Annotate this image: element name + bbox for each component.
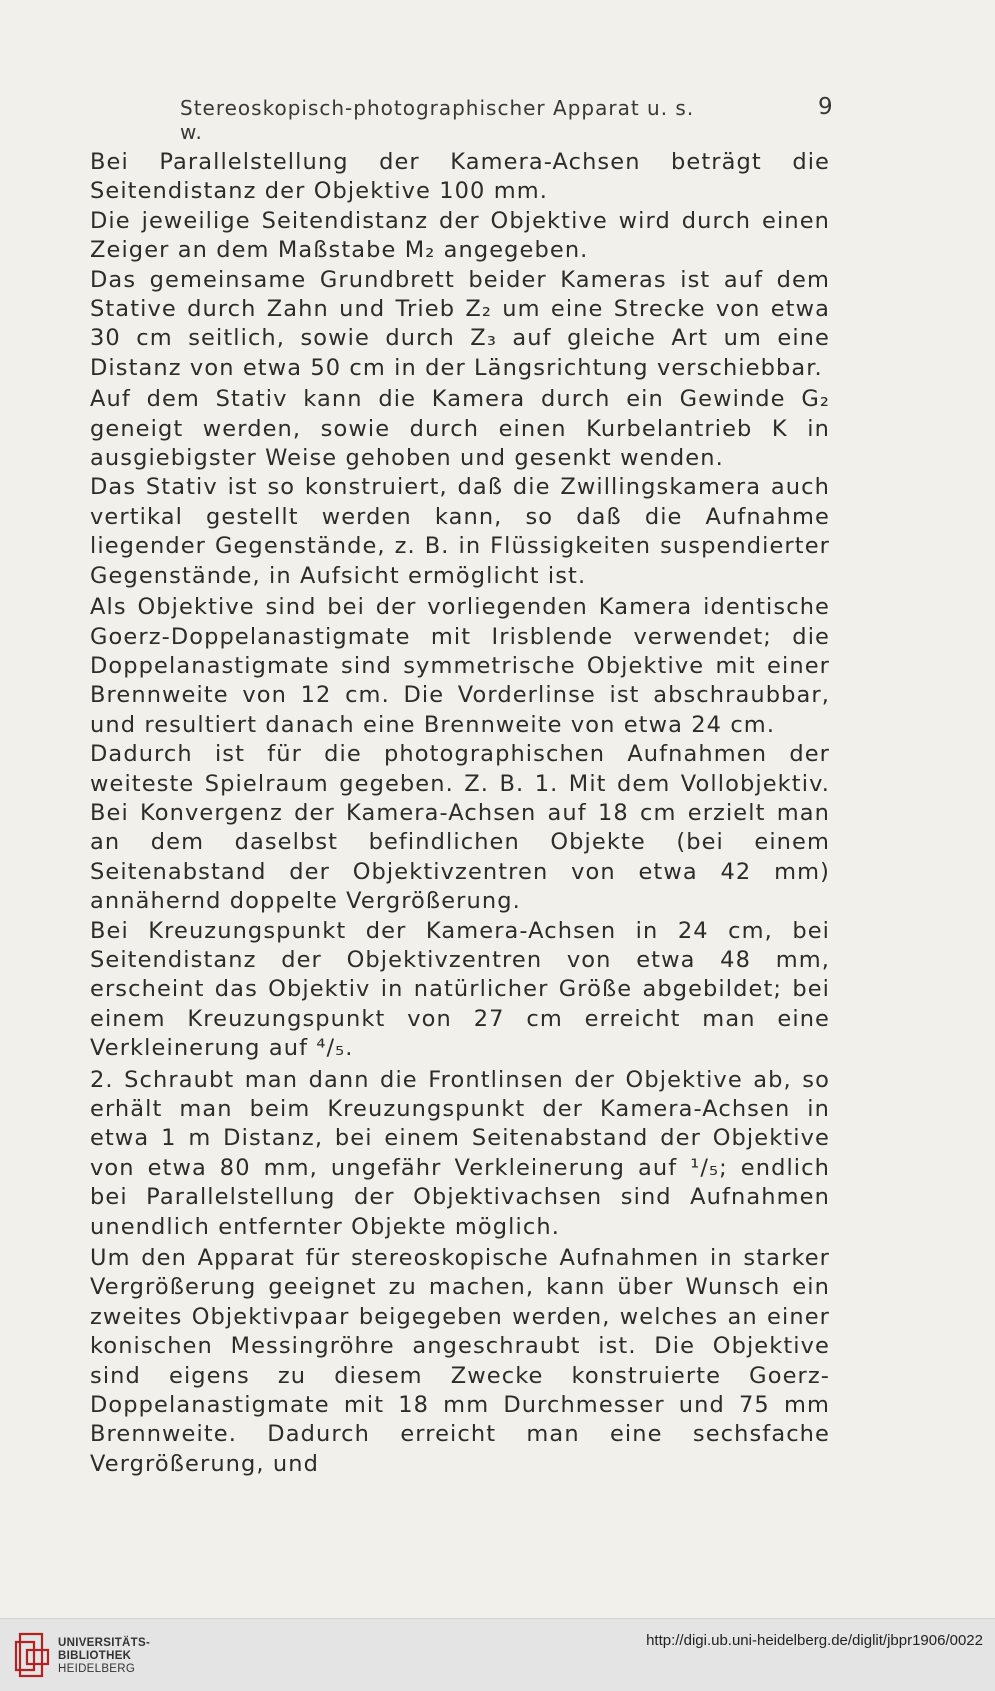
paragraph: Um den Apparat für stereoskopische Aufnahmen in starker Vergrößerung geeignet zu machen, kann über Wunsch ein zweites Objektivpaar beigegeben werden, welches an einer konischen Messingröhre angeschraubt ist. Die Objektive sind eigens zu diesem Zwecke konstruierte Goerz-Doppelanastigmate mit 18 mm Durchmesser und 75 mm Brennweite. Dadurch erreicht man eine sechsfache Vergrößerung, und — [90, 1245, 830, 1477]
library-footer — [0, 1618, 995, 1691]
body-text — [90, 148, 830, 1479]
institution-name — [58, 1637, 150, 1676]
paragraph: Bei Parallelstellung der Kamera-Achsen beträgt die Seitendistanz der Objektive 100 mm. — [90, 149, 830, 205]
paragraph: Die jeweilige Seitendistanz der Objektive wird durch einen Zeiger an dem Maßstabe M₂ angegeben. — [90, 207, 830, 264]
institution-line: UNIVERSITÄTS- — [58, 1637, 151, 1649]
paragraph: 2. Schraubt man dann die Frontlinsen der Objektive ab, so erhält man beim Kreuzungspunkt der Kamera-Achsen in etwa 1 m Distanz, bei einem Seitenabstand der Objektive von etwa 80 mm, ungefähr Verkleinerung auf ¹/₅; endlich bei Parallelstellung der Objektivachsen sind Aufnahmen unendlich entfernter Objekte möglich. — [90, 1066, 830, 1240]
page-number: 9 — [818, 94, 833, 120]
paragraph: Das gemeinsame Grundbrett beider Kameras ist auf dem Stative durch Zahn und Trieb Z₂ um eine Strecke von etwa 30 cm seitlich, sowie durch Z₃ auf gleiche Art um eine Distanz von etwa 50 cm in der Längsrichtung verschiebbar. — [90, 266, 830, 381]
university-library-logo-icon — [12, 1630, 52, 1680]
running-title: Stereoskopisch-photographischer Apparat u. s. w. — [180, 96, 695, 144]
paragraph: Das Stativ ist so konstruiert, daß die Zwillingskamera auch vertikal gestellt werden kann, so daß die Aufnahme liegender Gegenstände, z. B. in Flüssigkeiten suspendierter Gegenstände, in Aufsicht ermöglicht ist. — [90, 474, 830, 589]
paragraph: Als Objektive sind bei der vorliegenden Kamera identische Goerz-Doppelanastigmate mit Irisblende verwendet; die Doppelanastigmate sind symmetrische Objektive mit einer Brennweite von 12 cm. Die Vorderlinse ist abschraubbar, und resultiert danach eine Brennweite von etwa 24 cm. — [90, 594, 830, 738]
source-url-link[interactable]: http://digi.ub.uni-heidelberg.de/diglit/jbpr1906/0022 — [646, 1632, 983, 1649]
paragraph: Bei Kreuzungspunkt der Kamera-Achsen in 24 cm, bei Seitendistanz der Objektivzentren von etwa 48 mm, erscheint das Objektiv in natürlicher Größe abgebildet; bei einem Kreuzungspunkt von 27 cm erreicht man eine Verkleinerung auf ⁴/₅. — [90, 917, 830, 1062]
paragraph: Dadurch ist für die photographischen Aufnahmen der weiteste Spielraum gegeben. Z. B. 1. Mit dem Vollobjektiv. Bei Konvergenz der Kamera-Achsen auf 18 cm erzielt man an dem daselbst befindlichen Objekte (bei einem Seitenabstand der Objektivzentren von etwa 42 mm) annähernd doppelte Vergrößerung. — [90, 741, 830, 915]
institution-line: HEIDELBERG — [58, 1663, 136, 1675]
paragraph: Auf dem Stativ kann die Kamera durch ein Gewinde G₂ geneigt werden, sowie durch einen Kurbelantrieb K in ausgiebigster Weise gehoben und gesenkt wenden. — [90, 386, 830, 472]
institution-line: BIBLIOTHEK — [58, 1650, 132, 1662]
